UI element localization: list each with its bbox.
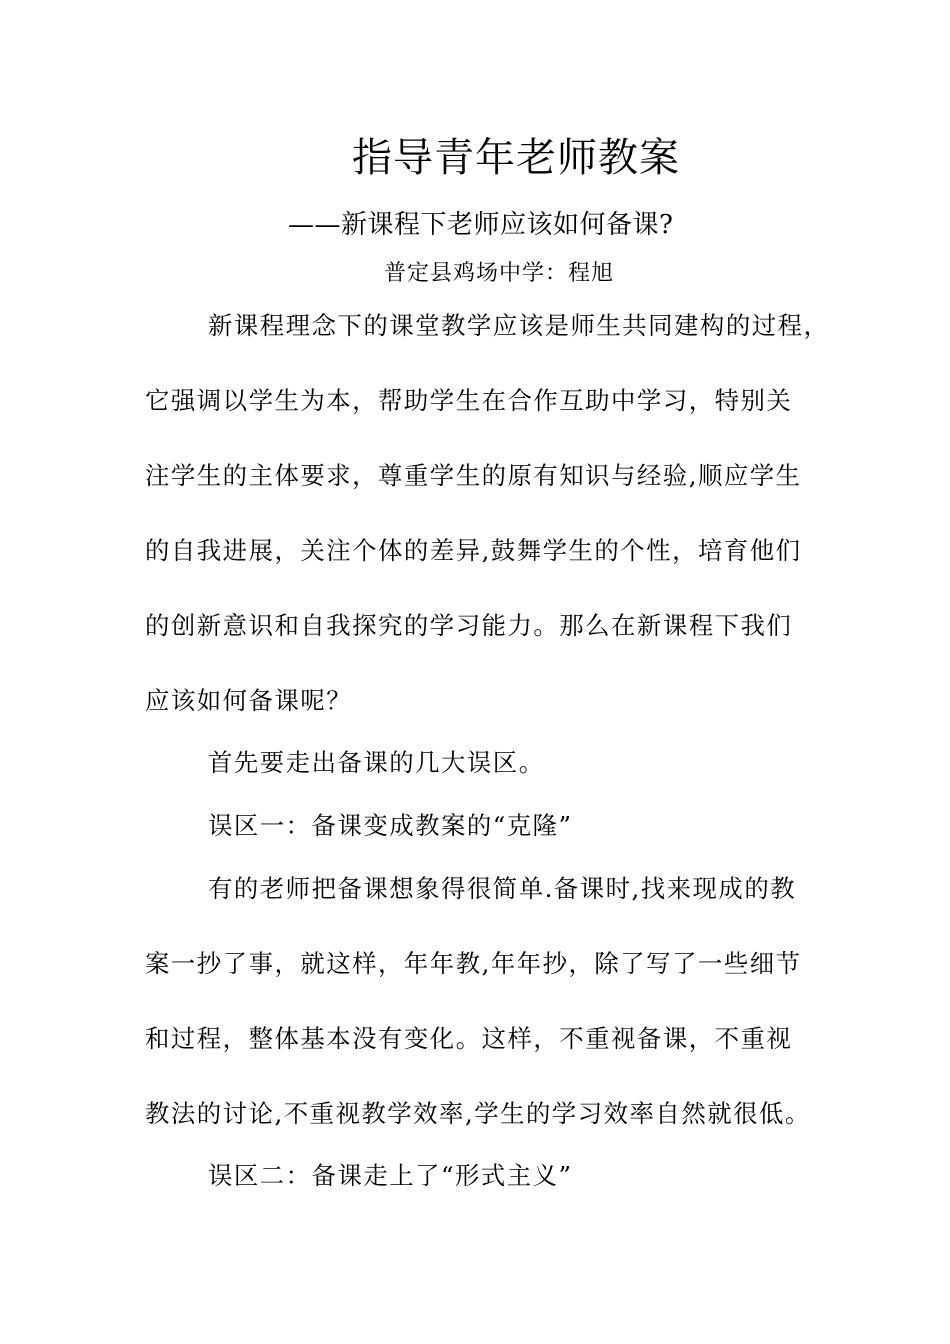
- section-heading: 误区一：备课变成教案的“克隆”: [208, 811, 573, 840]
- document-title: 指导青年老师教案: [352, 135, 680, 181]
- author-line: 普定县鸡场中学：程旭: [384, 261, 615, 286]
- paragraph-line: 应该如何备课呢？: [145, 686, 353, 715]
- paragraph-line: 注学生的主体要求，尊重学生的原有知识与经验,顺应学生: [145, 461, 802, 490]
- paragraph-line: 新课程理念下的课堂教学应该是师生共同建构的过程，: [208, 311, 830, 340]
- paragraph-line: 首先要走出备课的几大误区。: [208, 748, 545, 777]
- paragraph-line: 有的老师把备课想象得很简单.备课时,找来现成的教: [208, 874, 797, 903]
- section-heading: 误区二：备课走上了“形式主义”: [208, 1161, 573, 1190]
- paragraph-line: 教法的讨论,不重视教学效率,学生的学习效率自然就很低。: [145, 1099, 811, 1128]
- paragraph-line: 的自我进展，关注个体的差异,鼓舞学生的个性，培育他们: [145, 536, 802, 565]
- paragraph-line: 和过程，整体基本没有变化。这样，不重视备课，不重视: [145, 1024, 793, 1053]
- paragraph-line: 的创新意识和自我探究的学习能力。那么在新课程下我们: [145, 611, 793, 640]
- paragraph-line: 案一抄了事，就这样，年年教,年年抄，除了写了一些细节: [145, 949, 802, 978]
- paragraph-line: 它强调以学生为本，帮助学生在合作互助中学习，特别关: [145, 386, 793, 415]
- document-subtitle: ——新课程下老师应该如何备课?: [288, 210, 674, 240]
